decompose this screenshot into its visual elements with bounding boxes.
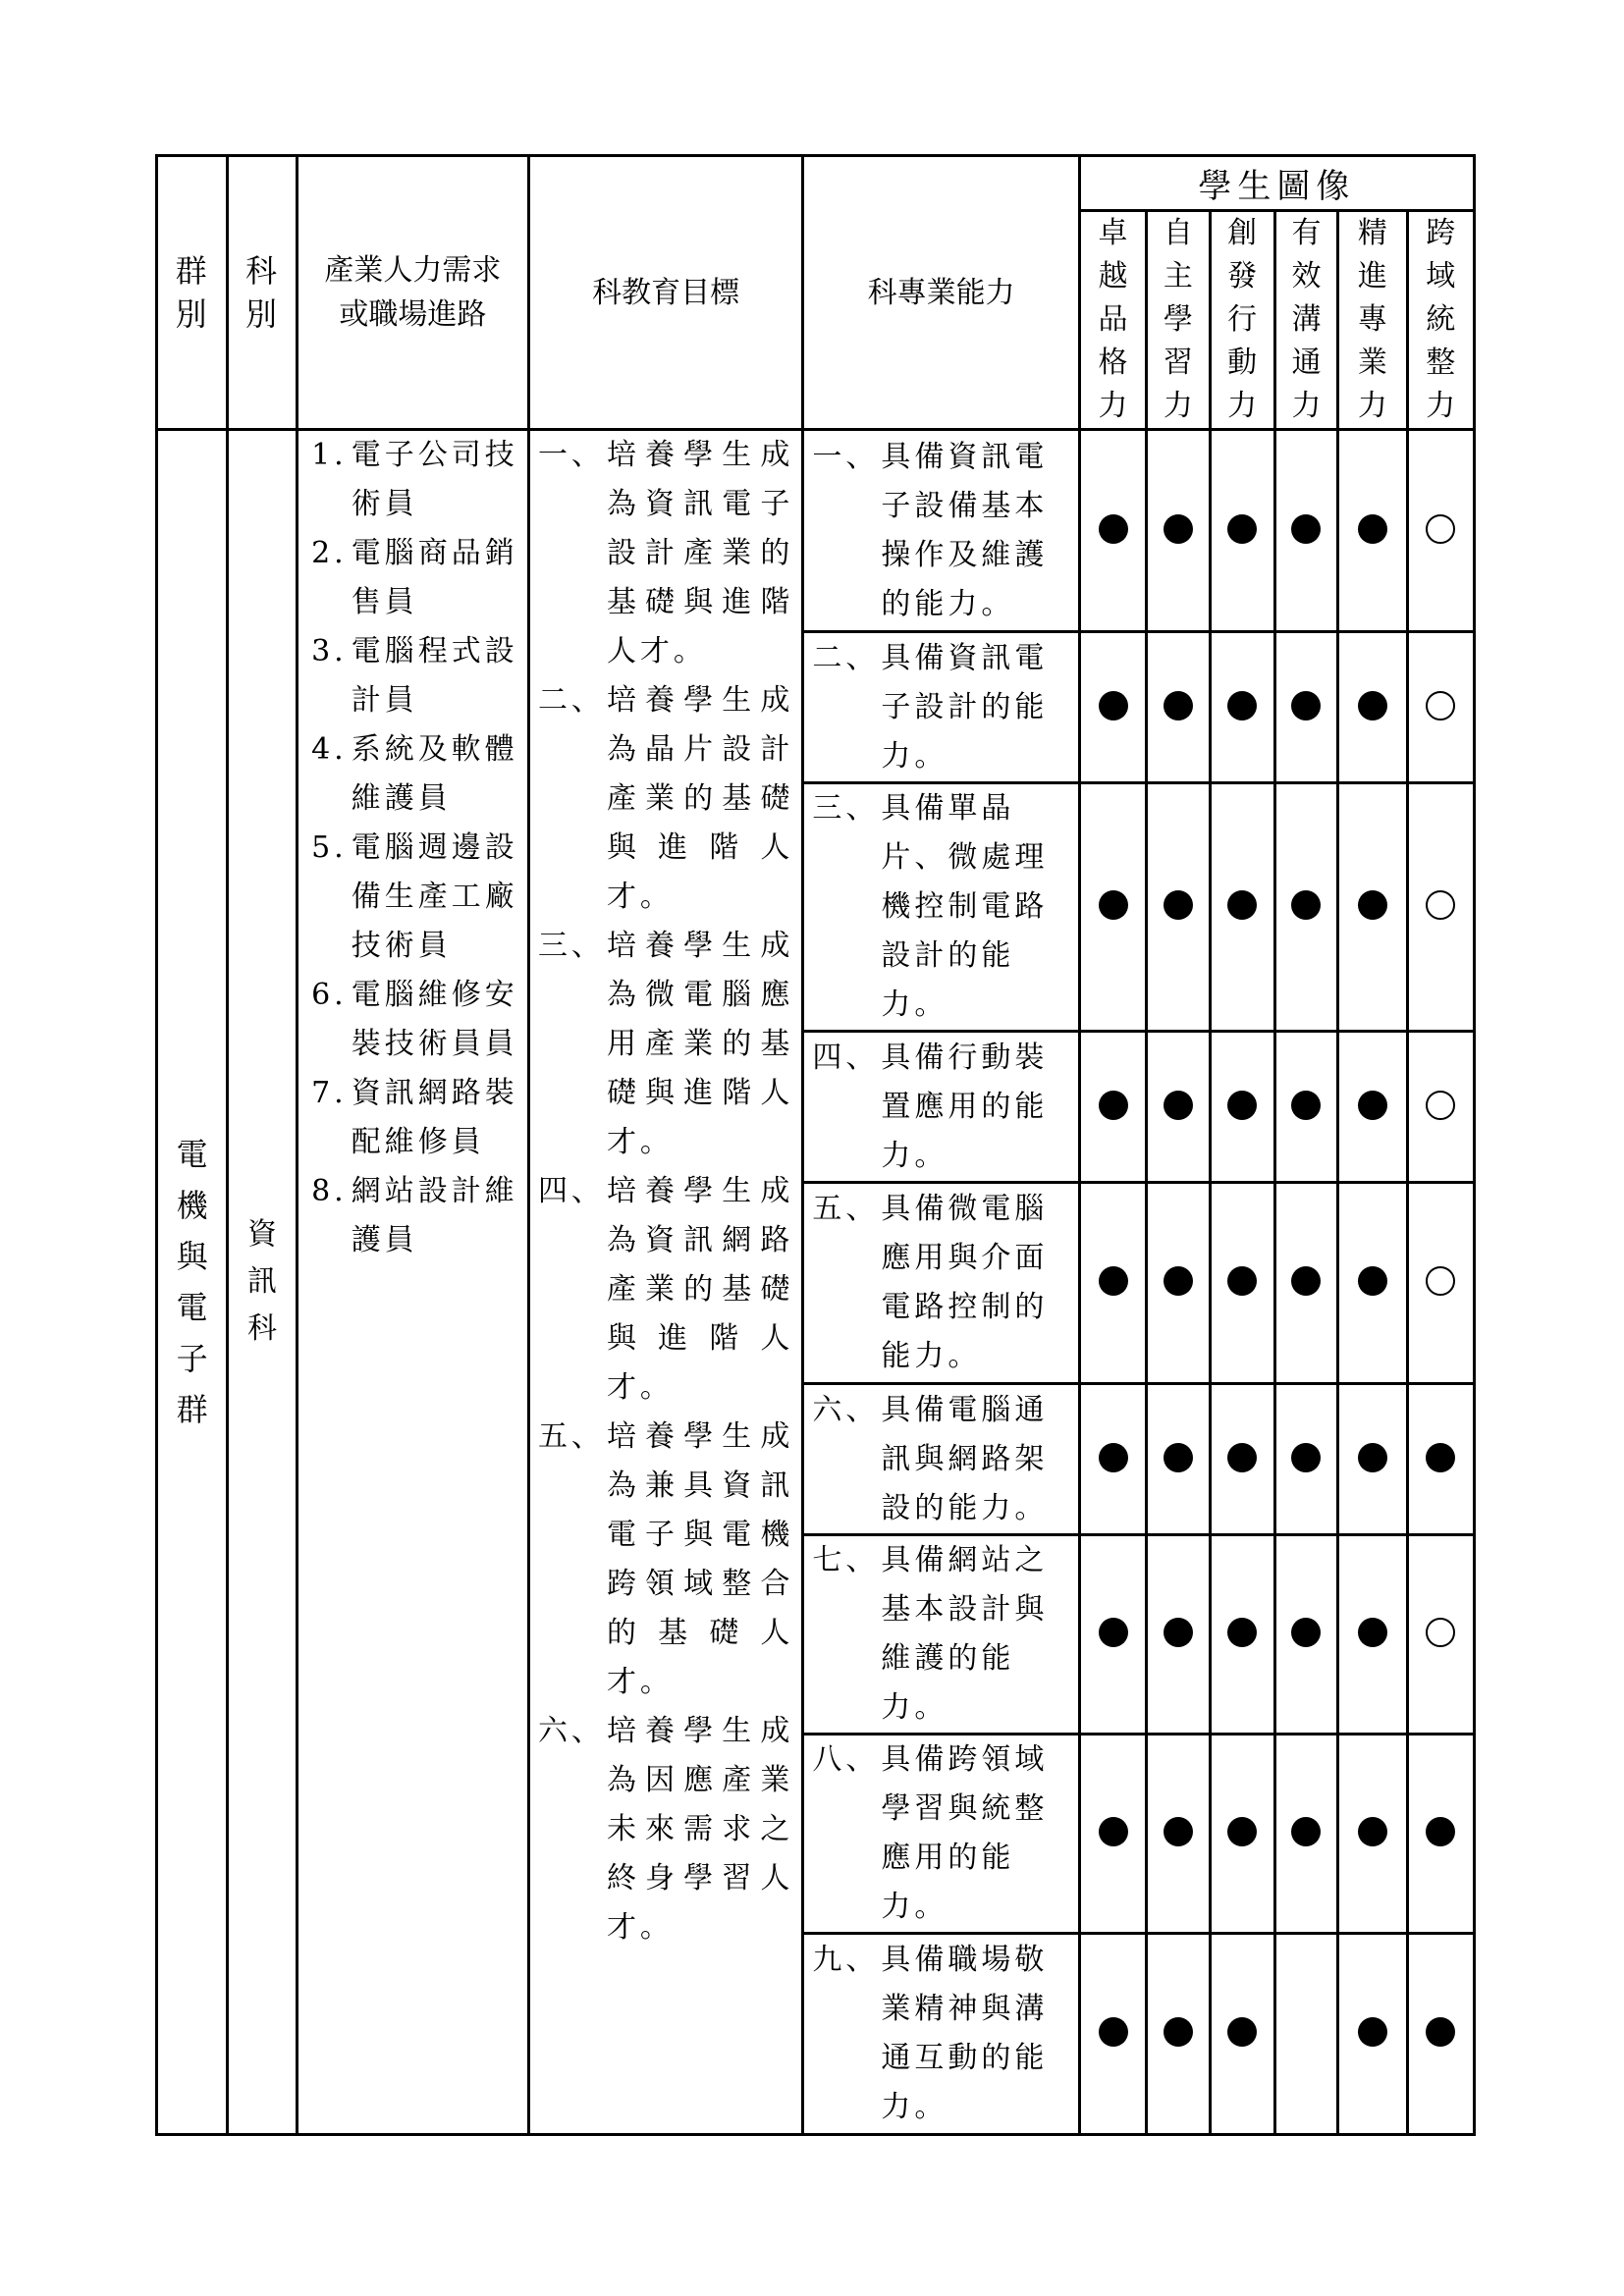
- filled-circle-icon: [1358, 1443, 1387, 1472]
- filled-circle-icon: [1426, 2017, 1455, 2047]
- goal-text: 培養學生成為晶片設計產業的基礎與進階人才。: [606, 683, 794, 914]
- ability-number: 二、: [812, 640, 880, 675]
- portrait-mark-cell: [1147, 1032, 1210, 1183]
- career-number: 8.: [311, 1174, 348, 1208]
- portrait-mark-cell: [1338, 1934, 1407, 2135]
- career-text: 電腦商品銷售員: [351, 536, 518, 619]
- portrait-mark-cell: [1274, 1183, 1337, 1384]
- portrait-mark-cell: [1079, 430, 1146, 632]
- filled-circle-icon: [1358, 1817, 1387, 1846]
- header-abilities: 科專業能力: [803, 156, 1079, 430]
- portrait-mark-cell: [1147, 783, 1210, 1032]
- dept-name-text: 資訊科: [247, 1217, 278, 1346]
- filled-circle-icon: [1227, 1618, 1257, 1647]
- portrait-col-1: [1079, 211, 1146, 430]
- filled-circle-icon: [1164, 1266, 1193, 1296]
- empty-circle-icon: [1426, 514, 1455, 544]
- empty-circle-icon: [1426, 1618, 1455, 1647]
- ability-text: 具備職場敬業精神與溝通互動的能力。: [881, 1943, 1049, 2124]
- empty-circle-icon: [1426, 1091, 1455, 1120]
- portrait-mark-cell: [1210, 1934, 1274, 2135]
- header-industry-line2: 或職場進路: [339, 297, 487, 332]
- portrait-mark-cell: [1147, 632, 1210, 783]
- goal-text: 培養學生成為資訊電子設計產業的基礎與進階人才。: [606, 438, 794, 668]
- group-name: [157, 430, 228, 2135]
- career-text: 電腦維修安裝技術員員: [351, 978, 518, 1061]
- ability-number: 四、: [812, 1040, 880, 1075]
- portrait-col-label: 有效溝通力: [1291, 216, 1322, 423]
- filled-circle-icon: [1291, 1091, 1321, 1120]
- career-text: 電子公司技術員: [351, 438, 518, 521]
- portrait-mark-cell: [1210, 632, 1274, 783]
- ability-cell: [803, 1535, 1079, 1735]
- portrait-mark-cell: [1079, 632, 1146, 783]
- ability-cell: [803, 1934, 1079, 2135]
- career-text: 資訊網路裝配維修員: [351, 1076, 518, 1159]
- careers-cell: [297, 430, 528, 2135]
- ability-text: 具備跨領域學習與統整應用的能力。: [881, 1742, 1049, 1924]
- portrait-mark-cell: [1274, 430, 1337, 632]
- career-number: 4.: [311, 732, 348, 767]
- filled-circle-icon: [1164, 890, 1193, 920]
- career-text: 電腦程式設計員: [351, 634, 518, 718]
- filled-circle-icon: [1291, 890, 1321, 920]
- portrait-mark-cell: [1274, 1535, 1337, 1735]
- filled-circle-icon: [1358, 890, 1387, 920]
- filled-circle-icon: [1164, 1091, 1193, 1120]
- filled-circle-icon: [1164, 2017, 1193, 2047]
- goal-number: 一、: [537, 438, 605, 472]
- filled-circle-icon: [1358, 1266, 1387, 1296]
- career-item: [306, 824, 519, 971]
- filled-circle-icon: [1227, 1091, 1257, 1120]
- filled-circle-icon: [1358, 1091, 1387, 1120]
- career-item: [306, 431, 519, 529]
- goal-number: 三、: [537, 929, 605, 963]
- header-industry: [297, 156, 528, 430]
- portrait-mark-cell: [1079, 1735, 1146, 1934]
- filled-circle-icon: [1358, 2017, 1387, 2047]
- portrait-mark-cell: [1210, 1535, 1274, 1735]
- filled-circle-icon: [1291, 1618, 1321, 1647]
- goal-text: 培養學生成為兼具資訊電子與電機跨領域整合的基礎人才。: [606, 1419, 794, 1699]
- filled-circle-icon: [1099, 1618, 1128, 1647]
- header-student-portrait: 學生圖像: [1079, 156, 1474, 211]
- ability-text: 具備資訊電子設備基本操作及維護的能力。: [881, 439, 1049, 621]
- filled-circle-icon: [1099, 1817, 1128, 1846]
- portrait-mark-cell: [1079, 1032, 1146, 1183]
- portrait-col-label: 自主學習力: [1163, 216, 1193, 423]
- portrait-mark-cell: [1407, 1535, 1474, 1735]
- goals-cell: [528, 430, 802, 2135]
- goal-number: 五、: [537, 1419, 605, 1454]
- filled-circle-icon: [1227, 2017, 1257, 2047]
- portrait-mark-cell: [1079, 783, 1146, 1032]
- portrait-mark-cell: [1338, 1535, 1407, 1735]
- career-number: 1.: [311, 438, 348, 472]
- ability-cell: [803, 632, 1079, 783]
- filled-circle-icon: [1291, 514, 1321, 544]
- career-number: 3.: [311, 634, 348, 668]
- ability-cell: [803, 430, 1079, 632]
- portrait-mark-cell: [1407, 1032, 1474, 1183]
- ability-number: 七、: [812, 1543, 880, 1577]
- ability-text: 具備電腦通訊與網路架設的能力。: [881, 1392, 1049, 1525]
- portrait-mark-cell: [1147, 1535, 1210, 1735]
- career-item: [306, 971, 519, 1069]
- portrait-mark-cell: [1079, 1384, 1146, 1535]
- portrait-col-label: 跨域統整力: [1426, 216, 1456, 423]
- career-item: [306, 529, 519, 627]
- empty-circle-icon: [1426, 1266, 1455, 1296]
- portrait-mark-cell: [1147, 1735, 1210, 1934]
- ability-number: 八、: [812, 1742, 880, 1777]
- portrait-mark-cell: [1407, 632, 1474, 783]
- portrait-mark-cell: [1079, 1934, 1146, 2135]
- portrait-mark-cell: [1338, 1735, 1407, 1934]
- career-item: [306, 725, 519, 824]
- filled-circle-icon: [1227, 890, 1257, 920]
- filled-circle-icon: [1099, 2017, 1128, 2047]
- portrait-mark-cell: [1210, 430, 1274, 632]
- filled-circle-icon: [1099, 514, 1128, 544]
- portrait-mark-cell: [1407, 1183, 1474, 1384]
- portrait-mark-cell: [1274, 1934, 1337, 2135]
- filled-circle-icon: [1358, 514, 1387, 544]
- filled-circle-icon: [1164, 1443, 1193, 1472]
- goal-text: 培養學生成為因應產業未來需求之終身學習人才。: [606, 1714, 794, 1945]
- dept-name: [228, 430, 297, 2135]
- curriculum-table: [155, 154, 1476, 2136]
- filled-circle-icon: [1099, 1091, 1128, 1120]
- ability-number: 九、: [812, 1943, 880, 1977]
- filled-circle-icon: [1099, 890, 1128, 920]
- portrait-mark-cell: [1079, 1183, 1146, 1384]
- filled-circle-icon: [1164, 1817, 1193, 1846]
- header-dept: 科別: [228, 156, 297, 430]
- filled-circle-icon: [1291, 691, 1321, 721]
- group-name-text: 電機與電子群: [176, 1136, 208, 1428]
- filled-circle-icon: [1164, 1618, 1193, 1647]
- goal-item: [538, 922, 793, 1167]
- portrait-mark-cell: [1338, 632, 1407, 783]
- filled-circle-icon: [1227, 691, 1257, 721]
- ability-text: 具備行動裝置應用的能力。: [881, 1040, 1049, 1173]
- portrait-mark-cell: [1274, 1032, 1337, 1183]
- filled-circle-icon: [1099, 1266, 1128, 1296]
- portrait-col-label: 卓越品格力: [1098, 216, 1128, 423]
- goal-text: 培養學生成為微電腦應用產業的基礎與進階人才。: [606, 929, 794, 1159]
- portrait-mark-cell: [1338, 430, 1407, 632]
- portrait-mark-cell: [1147, 1384, 1210, 1535]
- ability-row: [157, 430, 1475, 632]
- filled-circle-icon: [1291, 1443, 1321, 1472]
- career-text: 網站設計維護員: [351, 1174, 518, 1257]
- goal-number: 四、: [537, 1174, 605, 1208]
- ability-text: 具備資訊電子設計的能力。: [881, 640, 1049, 774]
- ability-text: 具備微電腦應用與介面電路控制的能力。: [881, 1192, 1049, 1373]
- ability-number: 三、: [812, 791, 880, 826]
- career-number: 6.: [311, 978, 348, 1012]
- goal-number: 六、: [537, 1714, 605, 1748]
- career-item: [306, 627, 519, 725]
- careers-list: [306, 431, 519, 1265]
- filled-circle-icon: [1358, 1618, 1387, 1647]
- portrait-mark-cell: [1338, 1384, 1407, 1535]
- ability-cell: [803, 1032, 1079, 1183]
- portrait-mark-cell: [1147, 1183, 1210, 1384]
- ability-cell: [803, 1735, 1079, 1934]
- career-number: 2.: [311, 536, 348, 570]
- portrait-col-3: [1210, 211, 1274, 430]
- filled-circle-icon: [1227, 514, 1257, 544]
- ability-cell: [803, 783, 1079, 1032]
- portrait-mark-cell: [1210, 1735, 1274, 1934]
- career-text: 電腦週邊設備生產工廠技術員: [351, 830, 518, 963]
- portrait-mark-cell: [1274, 1384, 1337, 1535]
- empty-circle-icon: [1426, 691, 1455, 721]
- filled-circle-icon: [1099, 1443, 1128, 1472]
- empty-circle-icon: [1426, 890, 1455, 920]
- filled-circle-icon: [1227, 1817, 1257, 1846]
- goal-item: [538, 1707, 793, 1952]
- portrait-mark-cell: [1407, 1735, 1474, 1934]
- portrait-mark-cell: [1147, 1934, 1210, 2135]
- filled-circle-icon: [1099, 691, 1128, 721]
- ability-text: 具備網站之基本設計與維護的能力。: [881, 1543, 1049, 1725]
- goal-text: 培養學生成為資訊網路產業的基礎與進階人才。: [606, 1174, 794, 1405]
- portrait-mark-cell: [1210, 783, 1274, 1032]
- portrait-mark-cell: [1210, 1384, 1274, 1535]
- portrait-mark-cell: [1338, 1032, 1407, 1183]
- portrait-col-label: 創發行動力: [1227, 216, 1258, 423]
- portrait-mark-cell: [1274, 632, 1337, 783]
- ability-number: 一、: [812, 439, 880, 474]
- portrait-col-label: 精進專業力: [1357, 216, 1387, 423]
- portrait-mark-cell: [1274, 783, 1337, 1032]
- filled-circle-icon: [1291, 1266, 1321, 1296]
- filled-circle-icon: [1358, 691, 1387, 721]
- portrait-mark-cell: [1407, 1384, 1474, 1535]
- portrait-mark-cell: [1338, 1183, 1407, 1384]
- filled-circle-icon: [1426, 1817, 1455, 1846]
- goal-item: [538, 431, 793, 676]
- goal-number: 二、: [537, 683, 605, 718]
- portrait-mark-cell: [1274, 1735, 1337, 1934]
- portrait-col-5: [1338, 211, 1407, 430]
- portrait-mark-cell: [1079, 1535, 1146, 1735]
- career-number: 7.: [311, 1076, 348, 1110]
- ability-cell: [803, 1183, 1079, 1384]
- goal-item: [538, 1167, 793, 1413]
- filled-circle-icon: [1164, 691, 1193, 721]
- portrait-mark-cell: [1338, 783, 1407, 1032]
- goal-item: [538, 676, 793, 922]
- header-industry-line1: 產業人力需求: [324, 253, 502, 288]
- header-goals: 科教育目標: [528, 156, 802, 430]
- header-group: 群別: [157, 156, 228, 430]
- ability-text: 具備單晶片、微處理機控制電路設計的能力。: [881, 791, 1049, 1022]
- career-item: [306, 1167, 519, 1265]
- filled-circle-icon: [1227, 1266, 1257, 1296]
- ability-number: 五、: [812, 1192, 880, 1226]
- goals-list: [538, 431, 793, 1952]
- career-number: 5.: [311, 830, 348, 865]
- filled-circle-icon: [1291, 1817, 1321, 1846]
- portrait-mark-cell: [1147, 430, 1210, 632]
- ability-number: 六、: [812, 1392, 880, 1427]
- filled-circle-icon: [1426, 1443, 1455, 1472]
- portrait-col-4: [1274, 211, 1337, 430]
- portrait-mark-cell: [1407, 430, 1474, 632]
- portrait-mark-cell: [1407, 783, 1474, 1032]
- career-item: [306, 1069, 519, 1167]
- career-text: 系統及軟體維護員: [351, 732, 518, 816]
- portrait-mark-cell: [1210, 1183, 1274, 1384]
- portrait-col-6: [1407, 211, 1474, 430]
- portrait-mark-cell: [1407, 1934, 1474, 2135]
- ability-cell: [803, 1384, 1079, 1535]
- goal-item: [538, 1413, 793, 1707]
- portrait-col-2: [1147, 211, 1210, 430]
- filled-circle-icon: [1164, 514, 1193, 544]
- filled-circle-icon: [1227, 1443, 1257, 1472]
- portrait-mark-cell: [1210, 1032, 1274, 1183]
